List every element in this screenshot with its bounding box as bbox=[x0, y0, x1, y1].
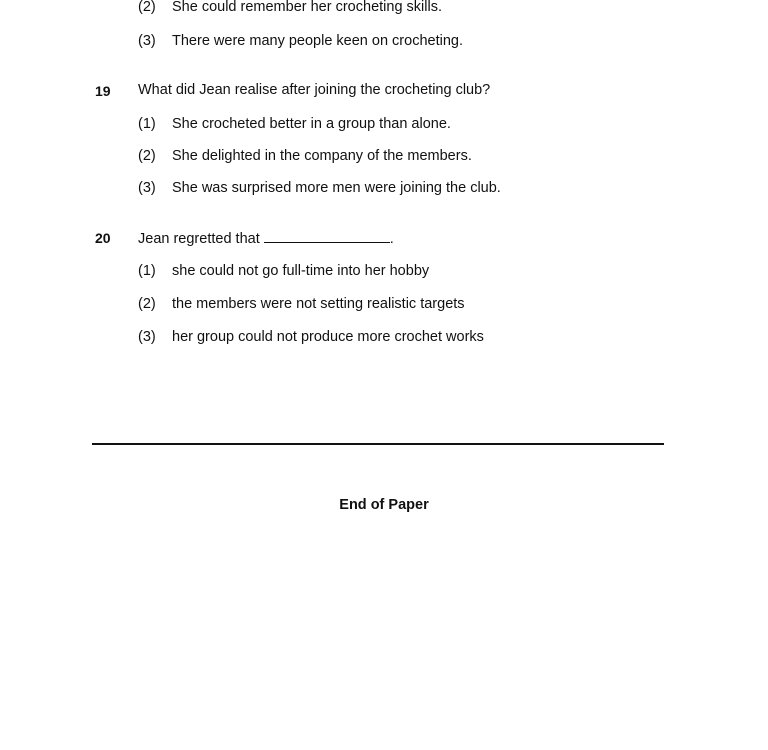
option-text: the members were not setting realistic targets bbox=[172, 296, 465, 312]
option-text: She could remember her crocheting skills. bbox=[172, 0, 442, 15]
option-text: She was surprised more men were joining the club. bbox=[172, 180, 501, 196]
end-of-paper: End of Paper bbox=[339, 497, 429, 513]
q18-option-3 bbox=[138, 33, 463, 49]
q19-option-1 bbox=[138, 116, 451, 132]
option-text: She crocheted better in a group than alone. bbox=[172, 116, 451, 132]
q19-option-3 bbox=[138, 180, 501, 196]
q18-option-2 bbox=[138, 0, 442, 15]
q20-option-1 bbox=[138, 263, 429, 279]
q20-option-2 bbox=[138, 296, 465, 312]
option-text: There were many people keen on crocheting. bbox=[172, 33, 463, 49]
horizontal-rule bbox=[92, 443, 664, 445]
q19-option-2 bbox=[138, 148, 472, 164]
question-number-19: 19 bbox=[95, 83, 111, 99]
q20-option-3 bbox=[138, 329, 484, 345]
option-text: her group could not produce more crochet works bbox=[172, 329, 484, 345]
answer-blank bbox=[264, 229, 390, 243]
option-number: (3) bbox=[138, 180, 156, 196]
option-text: She delighted in the company of the members. bbox=[172, 148, 472, 164]
option-number: (2) bbox=[138, 0, 156, 15]
option-number: (3) bbox=[138, 329, 156, 345]
question-19-text: What did Jean realise after joining the crocheting club? bbox=[138, 82, 491, 98]
question-20-text bbox=[138, 229, 394, 247]
option-number: (1) bbox=[138, 263, 156, 279]
option-number: (2) bbox=[138, 296, 156, 312]
question-20-prefix: Jean regretted that bbox=[138, 231, 260, 247]
option-number: (2) bbox=[138, 148, 156, 164]
option-text: she could not go full-time into her hobby bbox=[172, 263, 430, 279]
question-number-20: 20 bbox=[95, 230, 111, 246]
question-20-suffix: . bbox=[389, 231, 394, 247]
option-number: (1) bbox=[138, 116, 156, 132]
option-number: (3) bbox=[138, 33, 156, 49]
